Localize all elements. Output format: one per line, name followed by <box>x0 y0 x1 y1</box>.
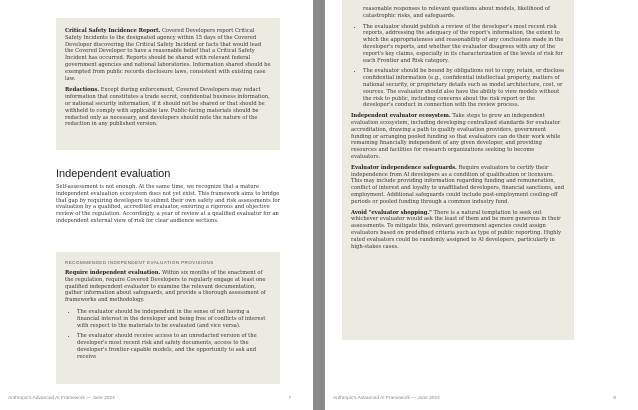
page-number: 7 <box>288 396 291 401</box>
page-right <box>325 0 638 410</box>
paragraph-text: Require evaluators to certify their independence from AI developers as a condition of qualification or licensure. This may include providing information regarding funding and remuneration, conflict of interest and loyalty to unaffiliated developers, financial sanctions, and employment. Additional safeguards could include post-employment cooling-off periods or pooled funding through a common industry fund. <box>351 164 565 205</box>
paragraph-lead: Redactions. <box>65 87 100 94</box>
list-item: • The evaluator should be independent in the sense of not having a financial interest in the developer and being free of conflicts of interest with respect to the materials to be evaluated (and vice versa). <box>77 309 271 329</box>
paragraph-text: Except during enforcement, Covered Developers may redact information that constitutes a trade secret, confidential business information, or national security information, if it should not be shared or that should be withheld to comply with applicable law. Public-facing materials should be redacted only as necessary, and developers should note the nature of the redaction in any published version. <box>65 87 270 128</box>
footer-title: Anthropic's Advanced AI Framework — June 2024 <box>8 396 115 401</box>
list-item: • The evaluator should be bound by obligations not to copy, retain, or disclose confidential information (e.g., confidential intellectual property, matters of national security, or proprietary details such as model architecture, cost, or sources. The evaluator should also have the ability to view models without the risk to public, including concerns about the risk report or the developer's conduct in connection with the review process. <box>363 68 565 109</box>
paragraph-text: Covered Developers report Critical Safety Incidents to the designated agency within 15 days of the Covered Developer discovering the Critical Safety Incident or facts that would lead the Covered Developer to have a reasonable belief that a Critical Safety Incident has occurred. Reports should be shared with relevant federal government agencies and national laboratories. Information shared should be exempted from public records disclosure laws, consistent with existing case law. <box>65 28 271 82</box>
provisions-box-bottom <box>56 252 280 384</box>
paragraph-lead: Avoid "evaluator shopping." <box>351 209 432 216</box>
footer-title: Anthropic's Advanced AI Framework — June 2024 <box>333 396 440 401</box>
box-eyebrow: RECOMMENDED INDEPENDENT EVALUATION PROVISIONS <box>65 260 214 265</box>
paragraph-ecosystem <box>351 113 565 161</box>
paragraph-lead: Independent evaluator ecosystem. <box>351 113 451 120</box>
provisions-box-top <box>56 18 280 150</box>
paragraph-safeguards <box>351 165 565 206</box>
paragraph-redactions <box>65 87 271 128</box>
paragraph-require-evaluation <box>65 270 271 304</box>
section-heading: Independent evaluation <box>56 168 171 180</box>
paragraph-evaluator-shopping <box>351 210 565 251</box>
paragraph-text: Take steps to grow an independent evaluation ecosystem, including developing centralized standards for evaluator accreditation, drawing a path to qualify evaluation providers, government funding or arranging pooled funding so that evaluators can do their work while remaining financially independent of any given developer, and providing resources and facilities for research organizations seeking to become evaluators. <box>351 113 561 160</box>
paragraph-text: Within six months of the enactment of the regulation, require Covered Developers to regularly engage at least one qualified independent evaluator to examine the relevant documentation, gather information about safeguards, and provide a thorough assessment of frameworks and methodology. <box>65 270 266 304</box>
page-left <box>0 0 313 410</box>
list-item: • The evaluator should publish a review of the developer's most recent risk reports, addressing the adequacy of the report's information, the extent to which the appropriateness and reasonability of any conclusions made in the developer's reports, and whether the evaluator disagrees with any of the report's key claims, especially in its characterization of the levels of risk for each Frontier and Risk category. <box>363 24 565 65</box>
section-body: Self-assessment is not enough. At the same time, we recognize that a mature independent evaluation ecosystem does not yet exist. This framework aims to bridge that gap by requiring developers to submit their own safety and risk assessments for evaluation by a qualified, accredited evaluator, ensuring a rigorous and objective review of the regulation. Accordingly, a year of review at a qualified evaluator for an independent external view of risk for clear audience sections. <box>56 184 281 224</box>
paragraph-lead: Critical Safety Incidence Report. <box>65 28 161 34</box>
paragraph-lead: Require independent evaluation. <box>65 270 161 276</box>
page-number: 8 <box>613 396 616 401</box>
paragraph-incident-report <box>65 28 271 82</box>
list-item: • The evaluator should receive access to an unredacted version of the developer's most recent risk and safety documents, access to the developer's frontier-capable models, and the opportunity to ask and receive <box>77 333 271 360</box>
paragraph-lead: Evaluator independence safeguards. <box>351 164 457 171</box>
paragraph-continued: reasonable responses to relevant questions about models, likelihood of catastrophic risks, and safeguards. <box>363 6 550 19</box>
provisions-box-continued <box>342 0 574 340</box>
bullet-list <box>65 309 271 361</box>
bullet-list <box>351 24 565 110</box>
paragraph-text: There is a natural temptation to seek out whichever evaluator would ask the least of them and be more generous in their assessments. To mitigate this, relevant government agencies could assign evaluators based on predefined criteria such as type of public reporting. Highly rated evaluators could be randomly assigned to AI developers, particularly in high-stakes cases. <box>351 209 562 250</box>
